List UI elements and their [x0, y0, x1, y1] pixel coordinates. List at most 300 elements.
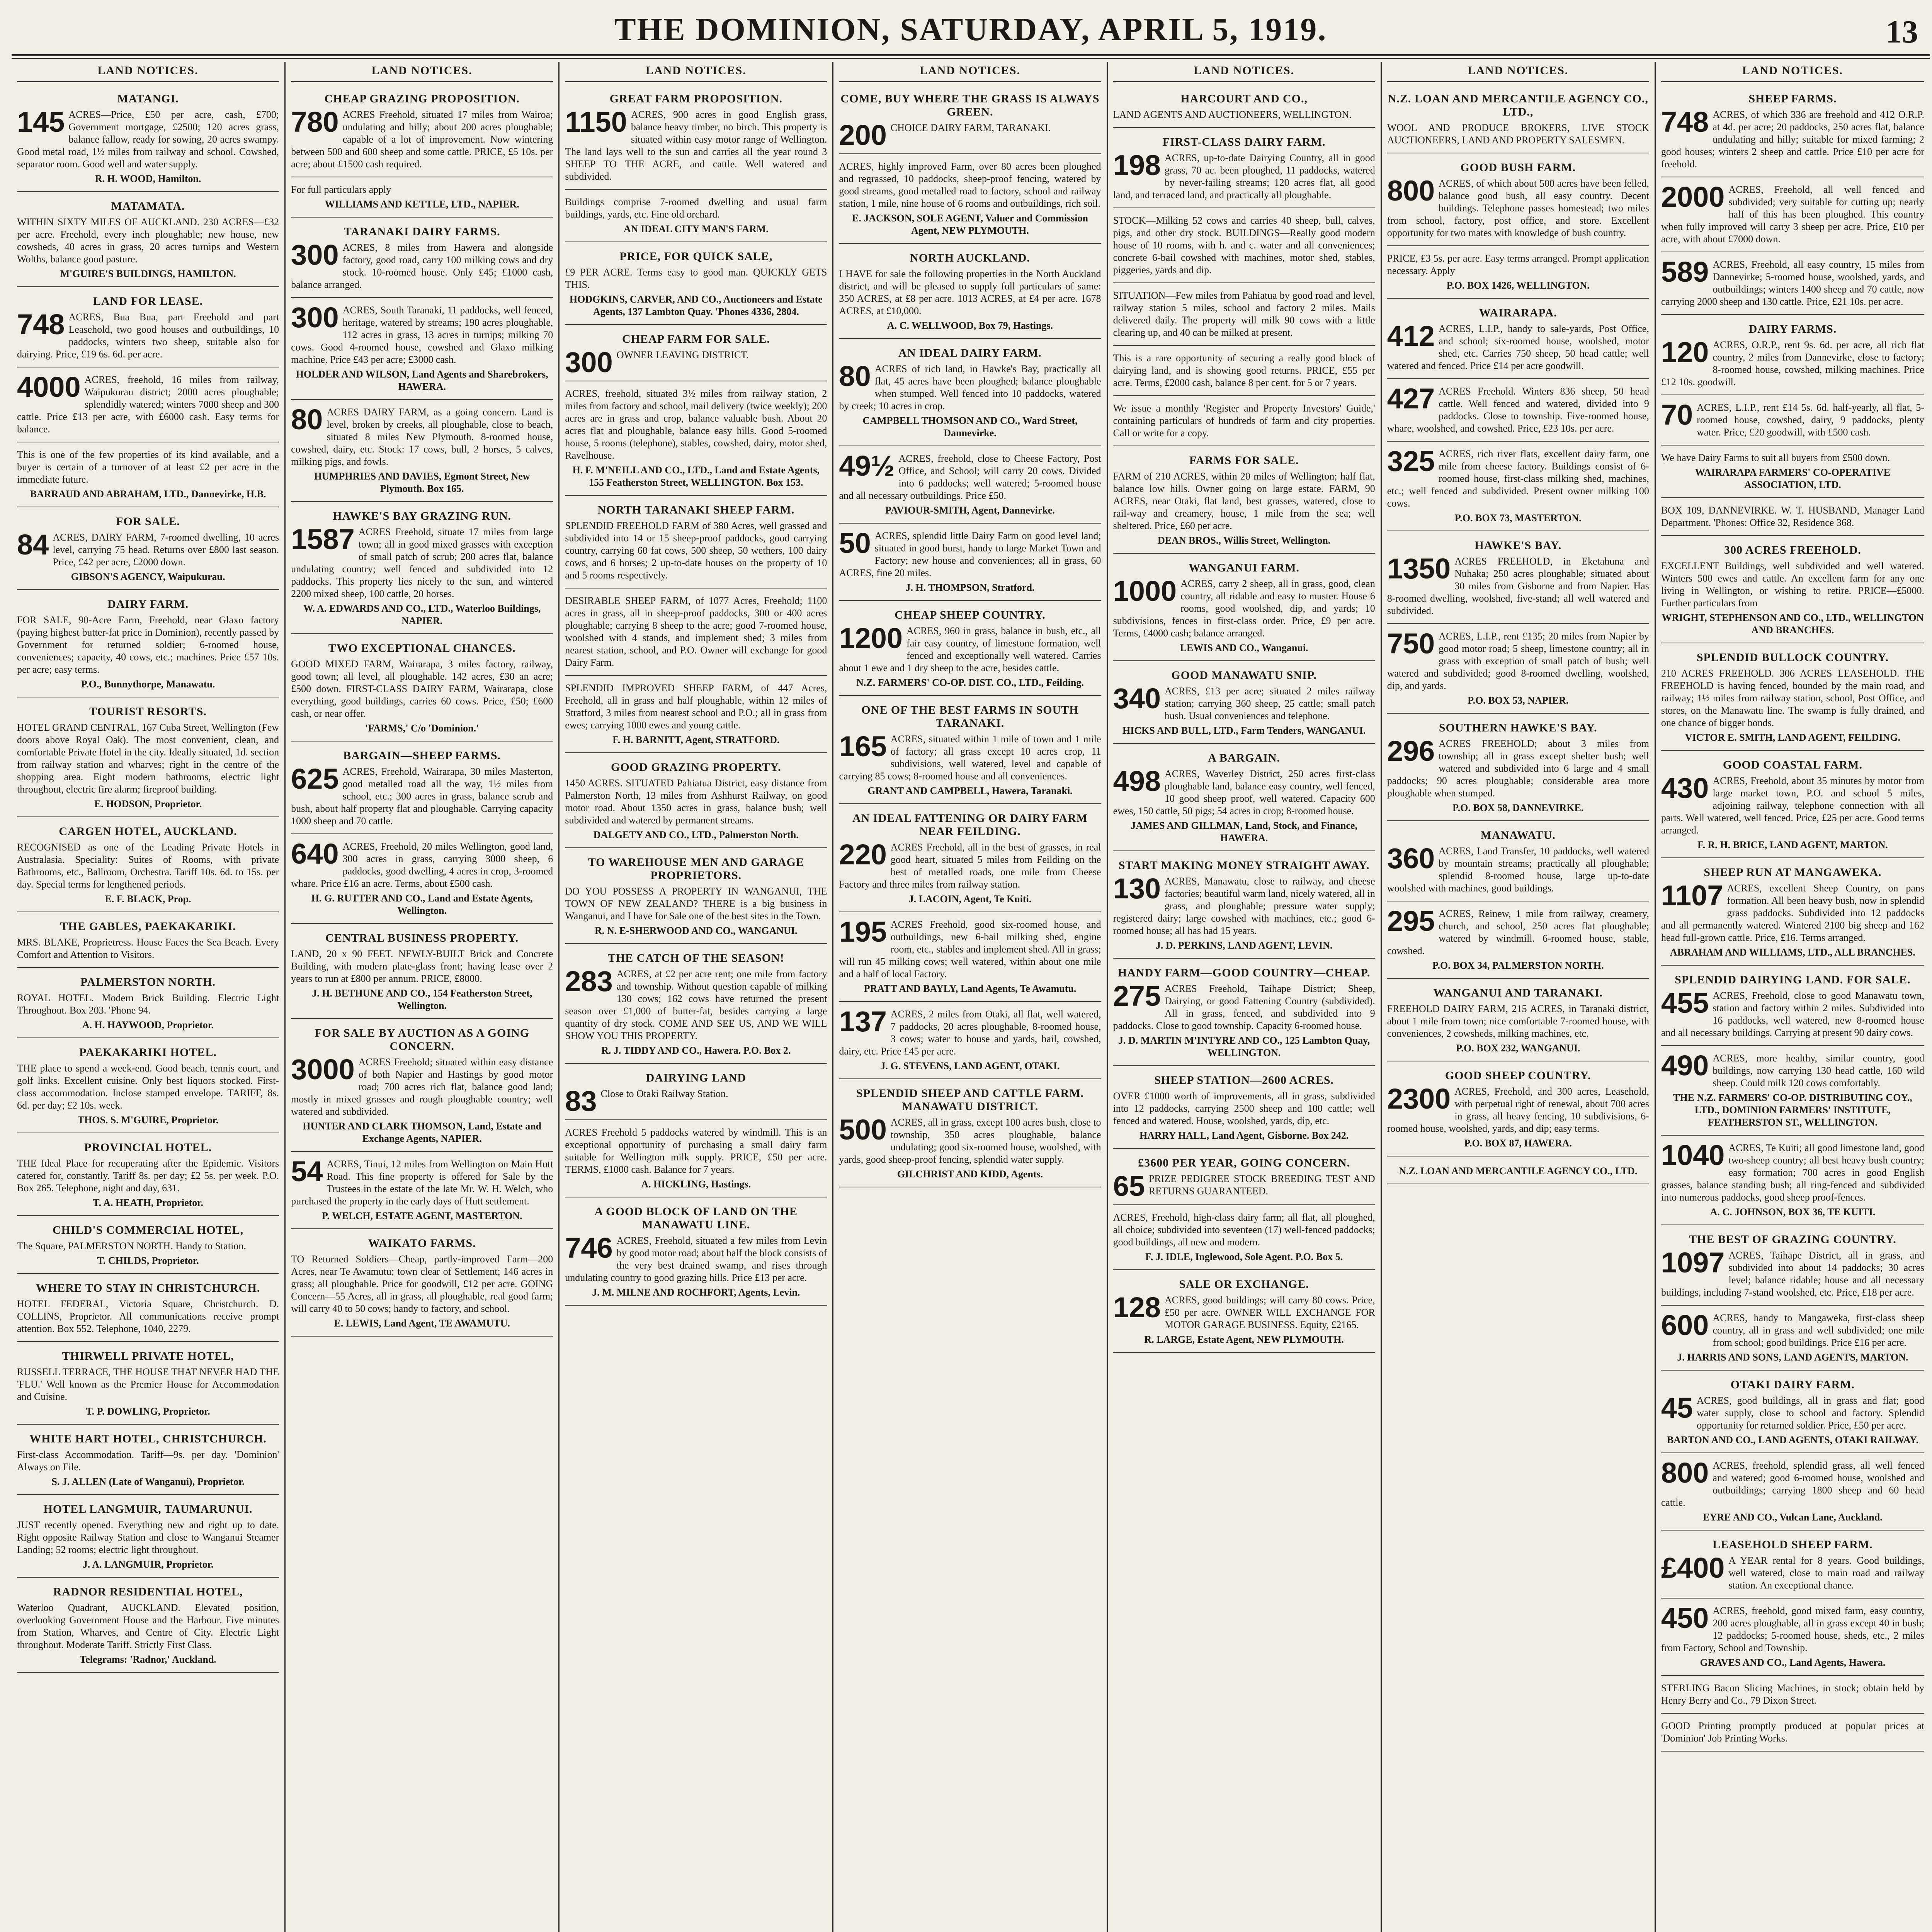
ad-text: ACRES, freehold, 16 miles from railway, Waipukurau district; 2000 acres ploughable; splendidly watered; winters 7000 sheep and 300 cattle. Price £13 per acre, with £6000 cash. Easy terms for balance.	[17, 374, 279, 435]
ad-signature: A. C. WELLWOOD, Box 79, Hastings.	[887, 320, 1053, 331]
ad-text: OVER £1000 worth of improvements, all in grass, subdivided into 12 paddocks, carrying 2500 sheep and 100 cattle; well fenced and watered. House, woolshed, yards, dip, etc.	[1113, 1090, 1375, 1126]
classified-ad	[1661, 968, 1924, 1046]
ad-body	[1387, 735, 1649, 799]
ad-acreage: 49½	[839, 450, 895, 482]
ad-heading: SHEEP STATION—2600 ACRES.	[1154, 1074, 1334, 1087]
ad-signature: GRANT AND CAMPBELL, Hawera, Taranaki.	[867, 785, 1073, 796]
ad-text: FARM of 210 ACRES, within 20 miles of Wellington; half flat, balance low hills. Owner going on large estate. FARM, 90 ACRES, near Otaki, flat land, best grasses, watered, close to rail-way and creamery, house, 1 mile from the sea; well sheltered. Price, £60 per acre.	[1113, 471, 1375, 531]
ad-text: ACRES, Freehold, situated a few miles from Levin by good motor road; about half the block consists of the very best drained swamp, and rises through undulating country to good grazing hills. Price £13 per acre.	[565, 1235, 827, 1283]
ad-acreage: 283	[565, 965, 613, 997]
ad-heading: MATANGI.	[117, 92, 179, 105]
classified-ad	[1661, 500, 1924, 536]
ad-body	[1387, 122, 1649, 146]
ad-signature: HUMPHRIES AND DAVIES, Egmont Street, New Plymouth. Box 165.	[314, 471, 530, 494]
ad-text: ACRES, Waverley District, 250 acres first-class ploughable land, balance easy country, well fenced, 10 good sheep proof, well watered. Capacity 600 ewes, 150 cattle, 50 pigs; 54 acres in crop; 8-roomed house.	[1113, 768, 1375, 816]
ad-signature: F. H. BARNITT, Agent, STRATFORD.	[612, 734, 780, 745]
ad-acreage: 70	[1661, 399, 1693, 431]
classified-ad	[565, 1200, 827, 1306]
ad-body	[17, 308, 279, 361]
classified-ad	[291, 87, 553, 177]
ad-acreage: 50	[839, 527, 871, 559]
ad-signature: E. HODSON, Proprietor.	[94, 798, 202, 810]
ad-text: SPLENDID FREEHOLD FARM of 380 Acres, well grassed and subdivided into 14 or 15 sheep-proof paddocks, good carrying country, carrying 60 fat cows, 500 sheep, 50 wethers, 100 dairy cows, and 6 horses; 2 up-to-date houses on the property of 10 and 5 rooms respectively.	[565, 520, 827, 581]
ad-text: This is one of the few properties of its kind available, and a buyer is certain of a turnover of at least £2 per acre in the immediate future.	[17, 449, 279, 485]
classified-ad	[17, 1427, 279, 1495]
ad-acreage: 640	[291, 838, 339, 870]
ad-heading: DAIRY FARMS.	[1748, 323, 1837, 335]
ad-body	[1113, 470, 1375, 532]
ad-body	[1661, 336, 1924, 388]
classified-ad	[1113, 1068, 1375, 1149]
ad-heading: DAIRYING LAND	[646, 1071, 747, 1084]
ad-acreage: 2300	[1387, 1083, 1451, 1115]
ad-text: ACRES, Freehold, about 35 minutes by motor from large market town, P.O. and school 5 miles, adjoining railway, telephone connection with all parts. Well watered, well fenced. Price, £25 per acre. Good terms arranged.	[1661, 775, 1924, 836]
masthead-rule-thin	[12, 58, 1930, 59]
ad-body	[1113, 682, 1375, 722]
ad-acreage: 1107	[1661, 879, 1723, 912]
classified-ad	[1661, 861, 1924, 966]
ad-body	[1387, 905, 1649, 957]
ad-signature: P.O. BOX 58, DANNEVIRKE.	[1452, 802, 1584, 813]
ad-text: ACRES Freehold 5 paddocks watered by windmill. This is an exceptional opportunity of purchasing a small dairy farm suitable for Wellington milk supply. PRICE, £50 per acre. TERMS, £1000 cash. Balance for 7 years.	[565, 1127, 827, 1175]
classified-ad	[1387, 444, 1649, 531]
ad-heading: LEASEHOLD SHEEP FARM.	[1713, 1538, 1873, 1551]
ad-signature: P. WELCH, ESTATE AGENT, MASTERTON.	[321, 1210, 522, 1221]
ad-signature: GILCHRIST AND KIDD, Agents.	[897, 1168, 1043, 1180]
ad-body	[1661, 106, 1924, 170]
ad-acreage: 200	[839, 119, 887, 151]
ad-text: JUST recently opened. Everything new and right up to date. Right opposite Railway Station and close to Wanganui Steamer Landing; 52 rooms; electric light throughout.	[17, 1519, 279, 1555]
ad-heading: FARMS FOR SALE.	[1189, 454, 1299, 467]
ad-body	[291, 523, 553, 600]
ad-body	[1113, 352, 1375, 389]
ad-heading: SPLENDID DAIRYING LAND. FOR SALE.	[1675, 973, 1911, 986]
ad-text: PRICE, £3 5s. per acre. Easy terms arranged. Prompt application necessary. Apply	[1387, 253, 1649, 276]
classified-ad	[1661, 538, 1924, 643]
ad-signature: P.O. BOX 1426, WELLINGTON.	[1446, 280, 1590, 291]
ad-heading: BARGAIN—SHEEP FARMS.	[343, 749, 501, 762]
ad-heading: A BARGAIN.	[1208, 752, 1280, 764]
classified-ad	[1113, 348, 1375, 396]
ad-text: RUSSELL TERRACE, THE HOUSE THAT NEVER HAD THE 'FLU.' Well known as the Premier House for Accommodation and Cuisine.	[17, 1366, 279, 1402]
ad-signature: JAMES AND GILLMAN, Land, Stock, and Finance, HAWERA.	[1131, 820, 1357, 844]
ad-body	[1661, 256, 1924, 308]
ad-heading: CHEAP GRAZING PROPOSITION.	[324, 92, 520, 105]
ad-acreage: 800	[1387, 175, 1435, 207]
ad-text: THE Ideal Place for recuperating after the Epidemic. Visitors catered for, constantly. Tariff 8s. per day; £2 5s. per week. P.O. Box 265. Telephone, night and day, 631.	[17, 1158, 279, 1194]
ad-body	[1387, 385, 1649, 435]
ad-body	[565, 682, 827, 731]
ad-text: The Square, PALMERSTON NORTH. Handy to Station.	[17, 1240, 246, 1252]
ad-text: STOCK—Milking 52 cows and carries 40 sheep, bull, calves, pigs, and other dry stock. BUILDINGS—Really good modern house of 10 rooms, with h. and c. water and all conveniences; concrete 6-bail cowshed with machines, motor shed, stables, piggeries, yards and dip.	[1113, 215, 1375, 276]
ad-body	[839, 527, 1101, 579]
ad-heading: CHEAP FARM FOR SALE.	[622, 333, 770, 345]
ad-signature: F. R. H. BRICE, LAND AGENT, MARTON.	[1697, 839, 1888, 850]
ad-body	[1661, 1139, 1924, 1204]
classified-ad	[1661, 753, 1924, 858]
ad-acreage: 275	[1113, 980, 1161, 1012]
ad-text: For full particulars apply	[291, 184, 391, 195]
ad-acreage: 83	[565, 1085, 597, 1117]
ad-heading: GOOD GRAZING PROPERTY.	[611, 761, 781, 774]
ad-heading: THE GABLES, PAEKAKARIKI.	[60, 920, 236, 933]
ad-signature: J. H. BETHUNE AND CO., 154 Featherston Street, Wellington.	[312, 988, 532, 1011]
ad-acreage: 3000	[291, 1053, 355, 1085]
ad-signature: A. H. HAYWOOD, Proprietor.	[82, 1019, 214, 1031]
ad-signature: N.Z. FARMERS' CO-OP. DIST. CO., LTD., Feilding.	[856, 677, 1084, 688]
ad-acreage: 340	[1113, 682, 1161, 714]
classified-ad	[1113, 1151, 1375, 1205]
ad-acreage: 128	[1113, 1291, 1161, 1323]
classified-ad	[839, 87, 1101, 154]
ad-acreage: 145	[17, 106, 65, 138]
classified-ad	[17, 915, 279, 968]
ad-acreage: 130	[1113, 872, 1161, 905]
ad-text: ACRES FREEHOLD; about 3 miles from township; all in grass except shelter bush; well watered and subdivided into 6 large and 4 small paddocks; 90 acres ploughable; considerable area more ploughable when stumped.	[1387, 738, 1649, 799]
ad-acreage: 750	[1387, 628, 1435, 660]
classified-ad	[17, 1344, 279, 1425]
ad-text: ACRES, freehold, good mixed farm, easy country, 200 acres ploughable, all in grass except 40 in bush; 12 paddocks; 5-roomed house, sheds, etc., 2 miles from Factory, School and Township.	[1661, 1605, 1924, 1653]
ad-heading: WAIKATO FARMS.	[368, 1237, 476, 1250]
ad-signature: PRATT AND BAYLY, Land Agents, Te Awamutu.	[864, 983, 1077, 994]
ad-signature: P.O. BOX 53, NAPIER.	[1468, 695, 1569, 706]
ad-text: I HAVE for sale the following properties in the North Auckland district, and will be pleased to supply full particulars of same: 350 ACRES, at £8 per acre. 1013 ACRES, at £4 per acre. 1678 ACRES, at £10,000.	[839, 268, 1101, 316]
ad-body	[1113, 872, 1375, 937]
ad-text: ACRES, Freehold, all easy country, 15 miles from Dannevirke; 5-roomed house, woolshed, yards, and outbuildings; winters 1400 sheep and 70 cattle, now carrying 2000 sheep and 130 cattle. Price, £21 10s. per acre.	[1661, 259, 1924, 307]
ad-acreage: 1150	[565, 106, 627, 138]
classified-ad	[565, 245, 827, 325]
ad-text: FREEHOLD DAIRY FARM, 215 ACRES, in Taranaki district, about 1 mile from town; nice comfortable 7-roomed house, with conveniences, 2 cowsheds, milking machines, etc.	[1387, 1003, 1649, 1039]
ad-body	[1387, 1003, 1649, 1040]
column-heading: LAND NOTICES.	[839, 62, 1101, 82]
ad-heading: CHEAP SHEEP COUNTRY.	[895, 609, 1046, 621]
ad-text: ACRES, Manawatu, close to railway, and cheese factories; beautiful warm land, nicely watered, all in grass, and ploughable; pressure water supply; registered dairy; large cowshed with machines, etc.; good 6-roomed house; all has had 15 years.	[1113, 876, 1375, 936]
ad-text: HOTEL FEDERAL, Victoria Square, Christchurch. D. COLLINS, Proprietor. All communications receive prompt attention. Box 552. Telephone, 1040, 2279.	[17, 1298, 279, 1334]
ad-body	[839, 1005, 1101, 1058]
ad-text: SITUATION—Few miles from Pahiatua by good road and level, railway station 5 miles, school and factory 2 miles. Mails delivered daily. The property will milk 90 cows with a little clearing up, and 40 can be milked at present.	[1113, 290, 1375, 338]
column-4	[833, 62, 1107, 1932]
ad-body	[839, 160, 1101, 210]
classified-ad	[1661, 1533, 1924, 1599]
columns	[12, 62, 1930, 1932]
classified-ad	[1661, 317, 1924, 395]
ad-text: ACRES DAIRY FARM, as a going concern. Land is level, broken by creeks, all ploughable, close to beach, situated 8 miles New Plymouth. 8-roomed house, cowshed, dairy, etc. Stock: 17 cows, bull, 2 horses, 5 calves, milking pigs, and fowls.	[291, 406, 553, 467]
ad-text: ACRES, Taihape District, all in grass, and subdivided into about 14 paddocks; 30 acres level; balance ridable; house and all necessary buildings, including 7-stand woolshed, etc. Price, £18 per acre.	[1661, 1250, 1924, 1298]
classified-ad	[1113, 286, 1375, 346]
classified-ad	[1661, 1228, 1924, 1306]
ad-signature: R. N. E-SHERWOOD AND CO., WANGANUI.	[595, 925, 798, 936]
ad-text: ACRES, Freehold, 20 miles Wellington, good land, 300 acres in grass, carrying 3000 sheep, 6 paddocks, good dwelling, 4 acres in crop, 3-roomed whare. Price £16 an acre. Terms, about £500 cash.	[291, 841, 553, 889]
classified-ad	[1113, 130, 1375, 208]
ad-heading: OTAKI DAIRY FARM.	[1730, 1378, 1855, 1391]
ad-signature: WAIRARAPA FARMERS' CO-OPERATIVE ASSOCIATION, LTD.	[1695, 467, 1891, 490]
ad-text: ACRES, DAIRY FARM, 7-roomed dwelling, 10 acres level, carrying 75 head. Returns over £800 last season. Price, £42 per acre, £2000 down.	[53, 532, 279, 568]
classified-ad	[291, 1154, 553, 1229]
classified-ad	[1661, 180, 1924, 252]
ad-text: HOTEL GRAND CENTRAL, 167 Cuba Street, Wellington (Few doors above Royal Oak). The most convenient, clean, and comfortable Private Hotel in the city. Ideally situated, 1d. section from railway station and wharves; right in the centre of the shopping area. Eight modern bathrooms, electric light throughout, electric fire alarm; fireproof building.	[17, 722, 279, 795]
classified-ad	[17, 820, 279, 912]
ad-body	[17, 1449, 279, 1473]
ad-body	[1113, 109, 1375, 121]
ad-body	[1387, 177, 1649, 239]
classified-ad	[1113, 854, 1375, 959]
ad-heading: FOR SALE.	[116, 515, 180, 528]
ad-text: ACRES, all in grass, except 100 acres bush, close to township, 350 acres ploughable, balance undulating; good six-roomed house, woolshed, with yards, good sheep-proof fencing, splendid water supply.	[839, 1117, 1101, 1165]
ad-acreage: 4000	[17, 371, 81, 403]
ad-text: TO Returned Soldiers—Cheap, partly-improved Farm—200 Acres, near Te Awamutu; town clear of Settlement; 146 acres in grass; all ploughable. Price for goodwill, £12 per acre. GOING Concern—55 Acres, all in grass, all ploughable, real good farm; will carry 40 to 50 cows; handy to factory, and school.	[291, 1253, 553, 1314]
ad-signature: E. LEWIS, Land Agent, TE AWAMUTU.	[334, 1318, 510, 1329]
ad-body	[1113, 575, 1375, 639]
ad-text: GOOD MIXED FARM, Wairarapa, 3 miles factory, railway, good town; all level, all ploughable. 142 acres, £30 an acre; £500 down. FIRST-CLASS DAIRY FARM, Wairarapa, close everything, good buildings, carries 60 cows. Price, £50; £600 cash, or near offer.	[291, 658, 553, 719]
ad-signature: W. A. EDWARDS AND CO., LTD., Waterloo Buildings, NAPIER.	[303, 603, 541, 626]
ad-text: PRIZE PEDIGREE STOCK BREEDING TEST AND RETURNS GUARANTEED.	[1148, 1173, 1375, 1197]
ad-body	[1661, 1554, 1924, 1592]
classified-ad	[1387, 626, 1649, 714]
ad-acreage: £400	[1661, 1552, 1725, 1584]
classified-ad	[17, 370, 279, 442]
ad-body	[17, 936, 279, 961]
ad-signature: ABRAHAM AND WILLIAMS, LTD., ALL BRANCHES.	[1670, 947, 1915, 958]
ad-body	[1661, 1249, 1924, 1299]
ad-heading: HOTEL LANGMUIR, TAUMARUNUI.	[43, 1503, 253, 1515]
ad-signature: DEAN BROS., Willis Street, Wellington.	[1157, 535, 1331, 546]
ad-signature: J. LACOIN, Agent, Te Kuiti.	[908, 893, 1032, 905]
ad-acreage: 1097	[1661, 1247, 1725, 1279]
ad-heading: GOOD MANAWATU SNIP.	[1171, 669, 1317, 682]
classified-ad	[565, 87, 827, 190]
page-number: 13	[1886, 14, 1918, 50]
ad-body	[839, 622, 1101, 674]
ad-acreage: 625	[291, 763, 339, 795]
ad-signature: WILLIAMS AND KETTLE, LTD., NAPIER.	[325, 199, 519, 210]
ad-signature: J. HARRIS AND SONS, LAND AGENTS, MARTON.	[1677, 1352, 1908, 1363]
ad-text: ACRES, of which about 500 acres have been felled, balance good bush, all easy country. Decent buildings. Telephone passes homestead; two miles from school, factory, post office, and store. Excellent opportunity for two mates with knowledge of bush country.	[1387, 178, 1649, 238]
ad-signature: LEWIS AND CO., Wanganui.	[1180, 642, 1308, 653]
ad-signature: N.Z. LOAN AND MERCANTILE AGENCY CO., LTD.	[1399, 1165, 1638, 1177]
ad-body	[1661, 1720, 1924, 1745]
ad-text: 210 ACRES FREEHOLD. 306 ACRES LEASEHOLD. THE FREEHOLD is having fenced, bounded by the main road, and railway; 1½ miles from railway station, school, Post Office, and stores, on the Manawatu line. The swamp is fully drained, and one chance of bigger bonds.	[1661, 668, 1924, 728]
ad-acreage: 120	[1661, 336, 1709, 368]
ad-heading: THE BEST OF GRAZING COUNTRY.	[1689, 1233, 1896, 1246]
ad-signature: HUNTER AND CLARK THOMSON, Land, Estate and Exchange Agents, NAPIER.	[303, 1121, 542, 1144]
ad-body	[17, 614, 279, 676]
column-2	[286, 62, 560, 1932]
ad-text: ACRES, Tinui, 12 miles from Wellington on Main Hutt Road. This fine property is offered for Sale by the Trustees in the estate of the late Mr. W. H. Welch, who purchased the property in the early days of Hutt settlement.	[291, 1158, 553, 1207]
column-1	[12, 62, 286, 1932]
ad-text: DO YOU POSSESS A PROPERTY IN WANGANUI, THE TOWN OF NEW ZEALAND? THERE is a big business in Wanganui, and I have for Sale one of the best sites in the Town.	[565, 886, 827, 922]
ad-heading: FIRST-CLASS DAIRY FARM.	[1162, 136, 1326, 148]
classified-ad	[291, 926, 553, 1019]
ad-acreage: 84	[17, 529, 49, 561]
ad-signature: HODGKINS, CARVER, AND CO., Auctioneers and Estate Agents, 137 Lambton Quay. 'Phones 4336, 2804.	[569, 294, 823, 317]
ad-heading: GOOD SHEEP COUNTRY.	[1445, 1069, 1591, 1082]
ad-acreage: 780	[291, 106, 339, 138]
ad-signature: J. A. LANGMUIR, Proprietor.	[82, 1559, 214, 1570]
classified-ad	[565, 1066, 827, 1120]
ad-signature: WRIGHT, STEPHENSON AND CO., LTD., WELLINGTON AND BRANCHES.	[1662, 612, 1924, 636]
ad-body	[1113, 149, 1375, 201]
ad-text: ACRES, good buildings; will carry 80 cows. Price, £50 per acre. OWNER WILL EXCHANGE FOR MOTOR GARAGE BUSINESS. Equity, £2165.	[1165, 1294, 1375, 1330]
ad-text: ACRES, 900 acres in good English grass, balance heavy timber, no birch. This property is situated within easy motor range of Wellington. The land lays well to the sun and carries all the year round 3 SHEEP TO THE ACRE, and cattle. Well watered and subdivided.	[565, 109, 827, 182]
classified-ad	[565, 850, 827, 944]
ad-acreage: 600	[1661, 1309, 1709, 1341]
ad-body	[839, 838, 1101, 891]
ad-text: A YEAR rental for 8 years. Good buildings, well watered, close to main road and railway station. An exceptional chance.	[1728, 1555, 1924, 1591]
ad-text: This is a rare opportunity of securing a really good block of dairying land, and is showing good returns. PRICE, £55 per acre. Terms, £2000 cash, balance 8 per cent. for 5 or 7 years.	[1113, 352, 1375, 388]
ad-acreage: 300	[565, 346, 613, 378]
ad-body	[565, 965, 827, 1042]
classified-ad	[565, 192, 827, 242]
ad-acreage: 45	[1661, 1392, 1693, 1424]
ad-signature: T. CHILDS, Proprietor.	[97, 1255, 199, 1266]
ad-text: ACRES, highly improved Farm, over 80 acres been ploughed and regrassed, 10 paddocks, sheep-proof fencing, watered by good streams, good metalled road to factory, school and railway station, 1 mile, nine house of 6 rooms and outbuildings, rich soil.	[839, 161, 1101, 209]
classified-ad	[1113, 87, 1375, 128]
ad-acreage: 748	[17, 308, 65, 340]
classified-ad	[17, 289, 279, 367]
ad-acreage: 165	[839, 730, 887, 762]
ad-body	[291, 106, 553, 170]
ad-body	[1113, 1211, 1375, 1248]
classified-ad	[839, 915, 1101, 1002]
classified-ad	[1113, 398, 1375, 446]
ad-text: ACRES, Reinew, 1 mile from railway, creamery, church, and school, 250 acres flat ploughable; watered by windmill. 6-roomed house, stable, cowshed.	[1387, 908, 1649, 956]
ad-text: ACRES, freehold, situated 3½ miles from railway station, 2 miles from factory and school, mail delivery (twice weekly); 200 acres are in grass and crop, balance valuable bush. About 20 acres flat and ploughable, balance easy hills. Good 5-roomed house, 5 rooms (telephone), stables, cowshed, dairy, motor shed, Ravelhouse.	[565, 388, 827, 461]
ad-text: ACRES Freehold, situate 17 miles from large town; all in good mixed grasses with exception of small patch of scrub; 200 acres flat, balance undulating country; well fenced and subdivided into 12 paddocks. This property lies nicely to the sun, and wintered 2200 mixed sheep, 100 cattle, 20 horses.	[291, 526, 553, 599]
ad-heading: AN IDEAL FATTENING OR DAIRY FARM NEAR FEILDING.	[852, 812, 1088, 838]
ad-text: ACRES, O.R.P., rent 9s. 6d. per acre, all rich flat country, 2 miles from Dannevirke, close to factory; 8-roomed house, cowshed, milking machines. Price £12 10s. goodwill.	[1661, 339, 1924, 388]
ad-body	[1387, 842, 1649, 895]
ad-body	[17, 1519, 279, 1556]
classified-ad	[291, 837, 553, 924]
ad-body	[565, 885, 827, 922]
ad-body	[1387, 445, 1649, 510]
classified-ad	[565, 755, 827, 848]
ad-heading: THIRWELL PRIVATE HOTEL,	[62, 1350, 234, 1362]
ad-signature: M'GUIRE'S BUILDINGS, HAMILTON.	[60, 268, 236, 279]
ad-heading: GOOD COASTAL FARM.	[1723, 759, 1862, 771]
ad-heading: SALE OR EXCHANGE.	[1179, 1278, 1309, 1291]
ad-heading: SHEEP RUN AT MANGAWEKA.	[1704, 866, 1882, 879]
ad-body	[291, 840, 553, 890]
classified-ad	[17, 592, 279, 697]
ad-signature: H. F. M'NEILL AND CO., LTD., Land and Estate Agents, 155 Featherston Street, WELLINGTON. Box 153.	[572, 464, 820, 488]
classified-ad	[839, 341, 1101, 446]
ad-body	[839, 730, 1101, 782]
ad-signature: GRAVES AND CO., Land Agents, Hawera.	[1700, 1657, 1886, 1668]
ad-heading: GREAT FARM PROPOSITION.	[609, 92, 782, 105]
ad-text: ACRES, up-to-date Dairying Country, all in good grass, 70 ac. been ploughed, 11 paddocks, watered by never-failing streams; 120 acres flat, all good land, and terraced land, and practically all ploughable.	[1113, 152, 1375, 201]
ad-body	[565, 1232, 827, 1284]
ad-signature: T. A. HEATH, Proprietor.	[93, 1197, 203, 1208]
ad-acreage: 54	[291, 1155, 323, 1187]
classified-ad	[1661, 255, 1924, 315]
classified-ad	[291, 402, 553, 502]
ad-signature: HICKS AND BULL, LTD., Farm Tenders, WANGANUI.	[1122, 725, 1366, 736]
classified-ad	[1113, 663, 1375, 744]
masthead-rule	[12, 54, 1930, 56]
ad-heading: COME, BUY WHERE THE GRASS IS ALWAYS GREEN.	[840, 92, 1100, 118]
ad-heading: N.Z. LOAN AND MERCANTILE AGENCY CO., LTD.,	[1388, 92, 1648, 118]
ad-body	[291, 1053, 553, 1118]
ad-heading: HANDY FARM—GOOD COUNTRY—CHEAP.	[1117, 966, 1371, 979]
ad-heading: WANGANUI FARM.	[1189, 561, 1300, 574]
column-3	[560, 62, 833, 1932]
ad-acreage: 1350	[1387, 553, 1451, 585]
ad-acreage: 295	[1387, 905, 1435, 937]
ad-text: CHOICE DAIRY FARM, TARANAKI.	[890, 122, 1051, 133]
ad-body	[565, 1085, 827, 1117]
ad-heading: AN IDEAL DAIRY FARM.	[898, 347, 1042, 359]
classified-ad	[839, 1004, 1101, 1079]
ad-body	[1661, 504, 1924, 529]
ad-acreage: 430	[1661, 772, 1709, 804]
classified-ad	[1113, 961, 1375, 1066]
ad-acreage: 800	[1661, 1457, 1709, 1489]
ad-body	[1113, 980, 1375, 1032]
ad-body	[565, 196, 827, 221]
ad-text: ACRES, 8 miles from Hawera and alongside factory, good road, carry 100 milking cows and dry stock. 10-roomed house. Only £45; £1000 cash, balance arranged.	[291, 242, 553, 290]
classified-ad	[1661, 1716, 1924, 1752]
ad-acreage: 80	[291, 403, 323, 435]
classified-ad	[1387, 301, 1649, 379]
ad-text: We have Dairy Farms to suit all buyers from £500 down.	[1661, 452, 1890, 463]
ad-acreage: 300	[291, 239, 339, 271]
ad-body	[1113, 402, 1375, 439]
ad-signature: P.O. BOX 34, PALMERSTON NORTH.	[1432, 960, 1604, 971]
ad-acreage: 300	[291, 301, 339, 333]
ad-heading: WANGANUI AND TARANAKI.	[1433, 986, 1603, 999]
ad-heading: SPLENDID SHEEP AND CATTLE FARM. MANAWATU DISTRICT.	[856, 1087, 1084, 1113]
ad-acreage: 589	[1661, 256, 1709, 288]
ad-text: Waterloo Quadrant, AUCKLAND. Elevated position, overlooking Government House and the Harbour. Five minutes from Station, Wharves, and Centre of City. Electric Light throughout. Moderate Tariff. Strictly First Class.	[17, 1602, 279, 1650]
ad-acreage: 455	[1661, 987, 1709, 1019]
ad-signature: BARTON AND CO., LAND AGENTS, OTAKI RAILWAY.	[1667, 1434, 1918, 1446]
classified-ad	[1387, 823, 1649, 901]
classified-ad	[839, 1082, 1101, 1187]
ad-signature: J. H. THOMPSON, Stratford.	[905, 582, 1035, 593]
ad-body	[1387, 630, 1649, 692]
masthead	[12, 7, 1930, 57]
ad-heading: CARGEN HOTEL, AUCKLAND.	[59, 825, 237, 838]
ad-acreage: 427	[1387, 383, 1435, 415]
ad-text: GOOD Printing promptly produced at popular prices at 'Dominion' Job Printing Works.	[1661, 1720, 1924, 1744]
classified-ad	[1387, 904, 1649, 979]
classified-ad	[1661, 87, 1924, 177]
ad-text: ACRES Freehold, Taihape District; Sheep, Dairying, or good Fattening Country (subdivided). All in grass, fenced, and subdivided into 9 paddocks. Close to good township. Capacity 6-roomed house.	[1113, 983, 1375, 1031]
ad-body	[1661, 987, 1924, 1039]
classified-ad	[1113, 1208, 1375, 1270]
classified-ad	[1113, 746, 1375, 851]
ad-body	[839, 360, 1101, 412]
ad-heading: TOURIST RESORTS.	[89, 705, 207, 718]
ad-body	[291, 301, 553, 366]
ad-text: WITHIN SIXTY MILES OF AUCKLAND. 230 ACRES—£32 per acre. Freehold, every inch ploughable; new house, new cowsheds, 40 acres in grass, 20 acres turnips and Western Wolths, balance good pasture.	[17, 216, 279, 265]
ad-text: ACRES, situated within 1 mile of town and 1 mile of factory; all grass except 10 acres crop, 11 subdivisions, well watered, level and capable of carrying 85 cows; 8-roomed house and all conveniences.	[839, 733, 1101, 782]
ad-text: ACRES, L.I.P., rent £14 5s. 6d. half-yearly, all flat, 5-roomed house, cowshed, dairy, 9 paddocks, plenty water. Price, £20 goodwill, with £500 cash.	[1697, 402, 1924, 438]
ad-text: Close to Otaki Railway Station.	[600, 1088, 728, 1099]
ad-signature: HOLDER AND WILSON, Land Agents and Sharebrokers, HAWERA.	[296, 369, 548, 392]
ad-text: ACRES, freehold, splendid grass, all well fenced and watered; good 6-roomed house, woolshed and outbuildings; carrying 1800 sheep and 60 head cattle.	[1661, 1460, 1924, 1508]
ad-signature: A. C. JOHNSON, BOX 36, TE KUITI.	[1710, 1206, 1876, 1218]
ad-text: ACRES—Price, £50 per acre, cash, £700; Government mortgage, £2500; 120 acres grass, balance fallow, ready for sowing, 20 acres swampy. Good metal road, 1½ miles from railway and school. Cowshed, separator room. Good well and water supply.	[17, 109, 279, 170]
ad-body	[1661, 452, 1924, 464]
classified-ad	[565, 1122, 827, 1197]
classified-ad	[1661, 646, 1924, 751]
ad-body	[1661, 560, 1924, 609]
ad-heading: WHERE TO STAY IN CHRISTCHURCH.	[36, 1282, 260, 1294]
ad-text: ACRES, £13 per acre; situated 2 miles railway station; carrying 360 sheep, 25 cattle; small patch bush. Usual conveniences and telephone.	[1165, 685, 1375, 721]
ad-signature: R. J. TIDDY AND CO., Hawera. P.O. Box 2.	[601, 1045, 791, 1056]
